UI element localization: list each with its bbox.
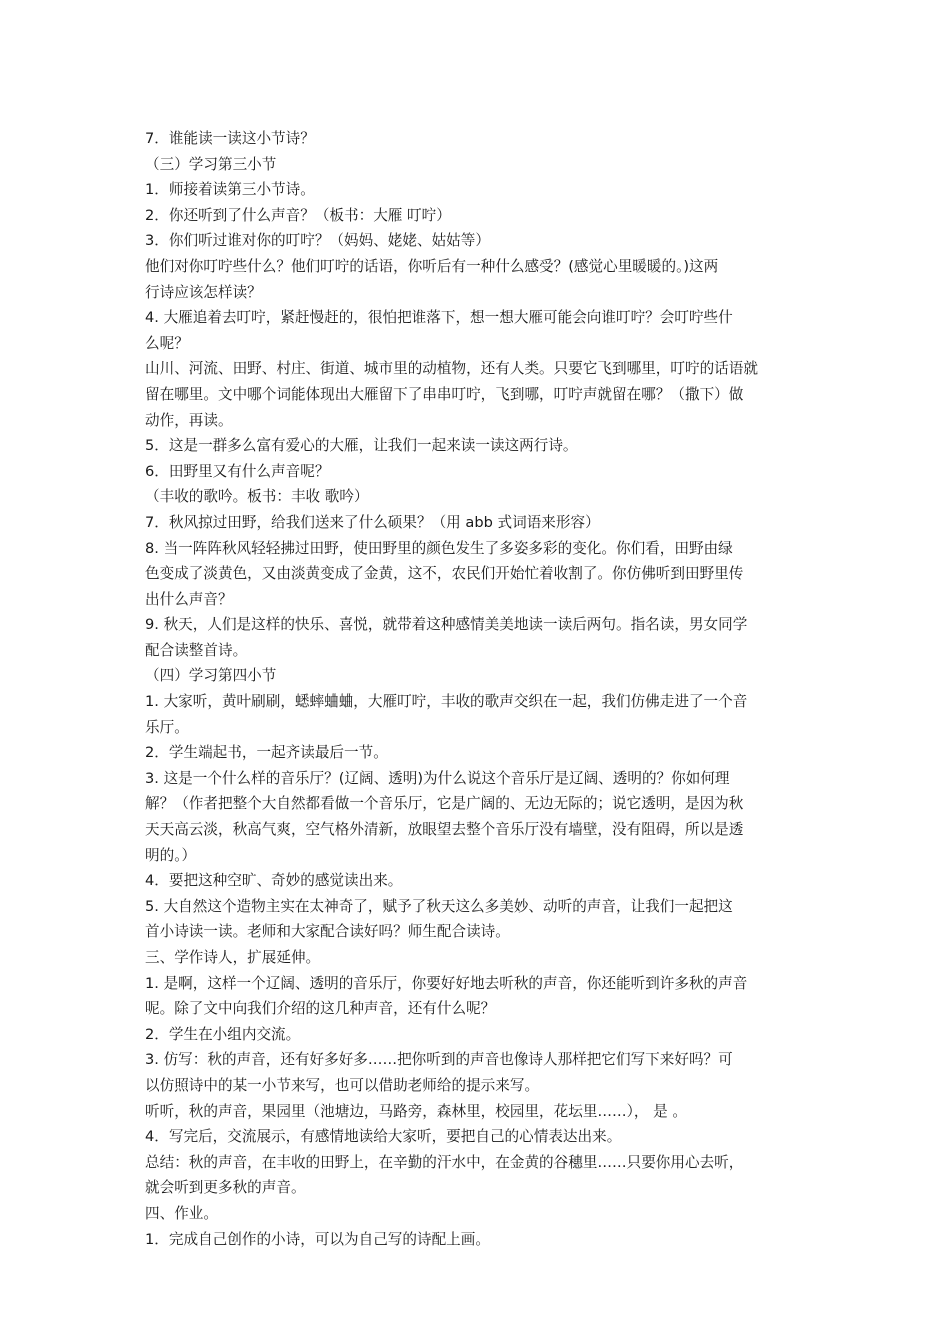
- text-line: 四、作业。: [145, 1204, 218, 1222]
- text-line: 2．学生端起书，一起齐读最后一节。: [145, 744, 388, 762]
- text-line: 8. 当一阵阵秋风轻轻拂过田野，使田野里的颜色发生了多姿多彩的变化。你们看，田野由绿: [145, 539, 733, 557]
- document-body: [145, 126, 810, 1252]
- text-line: 6．田野里又有什么声音呢？: [145, 462, 330, 480]
- text-line: 明的。）: [145, 846, 197, 864]
- text-line: 7．秋风掠过田野，给我们送来了什么硕果？（用 abb 式词语来形容）: [145, 513, 600, 531]
- text-line: 1．师接着读第三小节诗。: [145, 181, 315, 199]
- text-line: 行诗应该怎样读？: [145, 283, 262, 301]
- text-line: 首小诗读一读。老师和大家配合读好吗？师生配合读诗。: [145, 923, 510, 941]
- text-line: 4．写完后，交流展示，有感情地读给大家听，要把自己的心情表达出来。: [145, 1128, 622, 1146]
- text-line: 3．你们听过谁对你的叮咛？（妈妈、姥姥、姑姑等）: [145, 232, 490, 250]
- text-line: 配合读整首诗。: [145, 641, 248, 659]
- text-line: 3. 仿写：秋的声音，还有好多好多……把你听到的声音也像诗人那样把它们写下来好吗？可: [145, 1051, 733, 1069]
- text-line: 9. 秋天，人们是这样的快乐、喜悦，就带着这种感情美美地读一读后两句。指名读，男女同学: [145, 616, 748, 634]
- text-line: 听听，秋的声音，果园里（池塘边，马路旁，森林里，校园里，花坛里……）， 是 。: [145, 1102, 687, 1120]
- text-line: 色变成了淡黄色，又由淡黄变成了金黄，这不，农民们开始忙着收割了。你仿佛听到田野里传: [145, 565, 744, 583]
- text-line: 1. 是啊，这样一个辽阔、透明的音乐厅，你要好好地去听秋的声音，你还能听到许多秋的声音: [145, 974, 748, 992]
- text-line: 以仿照诗中的某一小节来写，也可以借助老师给的提示来写。: [145, 1076, 540, 1094]
- text-line: 2．你还听到了什么声音？（板书：大雁 叮咛）: [145, 206, 451, 224]
- text-line: （四）学习第四小节: [145, 667, 277, 685]
- text-line: 1．完成自己创作的小诗，可以为自己写的诗配上画。: [145, 1230, 490, 1248]
- text-line: 么呢？: [145, 334, 189, 352]
- text-line: 5．这是一群多么富有爱心的大雁，让我们一起来读一读这两行诗。: [145, 437, 578, 455]
- text-line: 5. 大自然这个造物主实在太神奇了，赋予了秋天这么多美妙、动听的声音，让我们一起把这: [145, 897, 733, 915]
- text-line: 乐厅。: [145, 718, 189, 736]
- text-line: 三、学作诗人，扩展延伸。: [145, 949, 321, 966]
- text-line: （丰收的歌吟。板书：丰收 歌吟）: [145, 488, 369, 506]
- text-line: 解？（作者把整个大自然都看做一个音乐厅，它是广阔的、无边无际的；说它透明，是因为秋: [145, 795, 744, 813]
- text-line: 动作，再读。: [145, 411, 233, 429]
- text-line: 呢。除了文中向我们介绍的这几种声音，还有什么呢？: [145, 1000, 496, 1018]
- text-line: 4．要把这种空旷、奇妙的感觉读出来。: [145, 872, 403, 890]
- text-line: 天天高云淡，秋高气爽，空气格外清新，放眼望去整个音乐厅没有墙壁，没有阻碍，所以是透: [145, 821, 744, 839]
- text-line: 总结：秋的声音，在丰收的田野上，在辛勤的汗水中，在金黄的谷穗里……只要你用心去听，: [145, 1153, 744, 1171]
- text-line: 7．谁能读一读这小节诗？: [145, 130, 315, 147]
- text-line: 留在哪里。文中哪个词能体现出大雁留下了串串叮咛，飞到哪，叮咛声就留在哪？（撒下）做: [145, 385, 744, 403]
- text-line: 4. 大雁追着去叮咛，紧赶慢赶的，很怕把谁落下，想一想大雁可能会向谁叮咛？会叮咛些什: [145, 309, 733, 327]
- text-line: 出什么声音？: [145, 590, 233, 608]
- text-line: 他们对你叮咛些什么？他们叮咛的话语，你听后有一种什么感受？(感觉心里暖暖的。)这两: [145, 257, 719, 275]
- text-line: 3. 这是一个什么样的音乐厅？(辽阔、透明)为什么说这个音乐厅是辽阔、透明的？你如何理: [145, 769, 730, 787]
- text-line: 2．学生在小组内交流。: [145, 1025, 301, 1043]
- text-line: 1. 大家听，黄叶刷刷，蟋蟀蛐蛐，大雁叮咛，丰收的歌声交织在一起，我们仿佛走进了一个音: [145, 693, 748, 711]
- text-line: （三）学习第三小节: [145, 155, 277, 173]
- text-line: 就会听到更多秋的声音。: [145, 1179, 306, 1197]
- text-line: 山川、河流、田野、村庄、街道、城市里的动植物，还有人类。只要它飞到哪里，叮咛的话语就: [145, 360, 758, 378]
